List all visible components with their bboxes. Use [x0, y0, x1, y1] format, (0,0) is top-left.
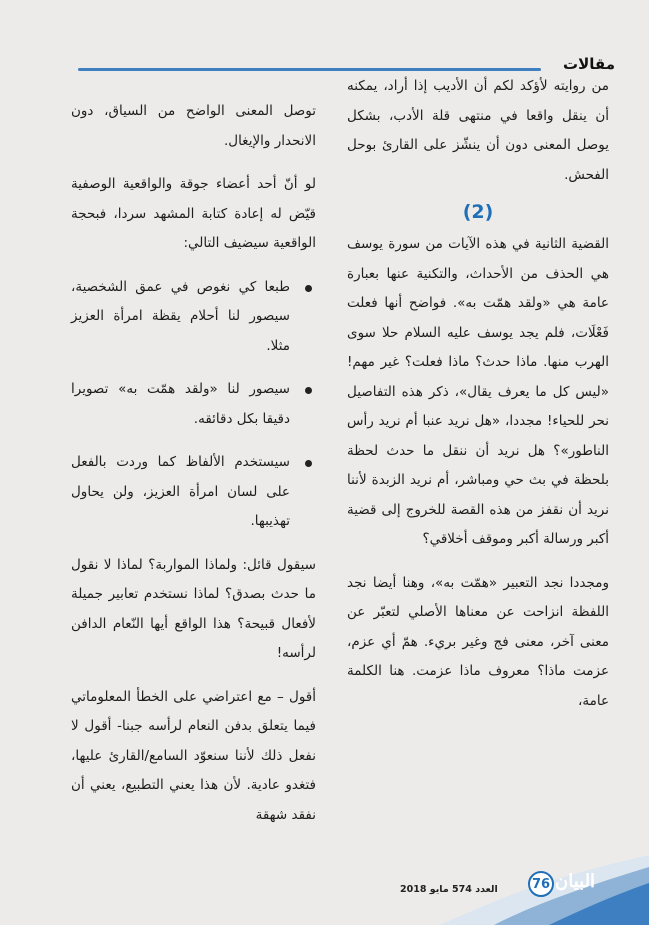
paragraph: القضية الثانية في هذه الآيات من سورة يوسف هي الحذف من الأحداث، والتكنية عنها بعبارة عامة هي «ولقد همّت به». فواضح أنها فعلت فَعْلَات، فلم يجد يوسف عليه السلام حلا سوى الهرب منها. ماذا حدث؟ ماذا فعلت؟ غير مهم! «ليس كل ما يعرف يقال»، ذكر هذه التفاصيل نحر للحياء! مجددا، «هل نريد عنبا أم نريد رأس الناطور»؟ هل نريد أن ننقل ما حدث لحظة بلحظة في بث حي ومباشر، أم نريد الزبدة لأننا نريد أن نقفز من هذه القصة للخروج إلى قضية أكبر ورسالة أكبر وموقف أخلاقي؟ — [347, 236, 609, 547]
paragraph: لو أنّ أحد أعضاء جوقة والواقعية الوصفية قيّض له إعادة كتابة المشهد سردا، فبحجة الواقعية سيضيف التالي: — [71, 176, 316, 251]
right-column — [347, 72, 609, 730]
bullet-icon — [305, 387, 312, 394]
paragraph: سيقول قائل: ولماذا المواربة؟ لماذا لا نقول ما حدث بصدق؟ لماذا نستخدم تعابير جميلة لأفعال قبيحة؟ هذا الواقع أيها النّعام الدافن لرأسه! — [71, 556, 316, 661]
magazine-logo: البيان — [555, 871, 596, 892]
bullet-item — [71, 375, 316, 434]
bullet-item — [71, 273, 316, 362]
bullet-text: سيصور لنا «ولقد همّت به» تصويرا دقيقا بكل دقائقه. — [71, 381, 290, 427]
header-rule — [78, 68, 541, 71]
paragraph: من روايته لأؤكد لكم أن الأديب إذا أراد، يمكنه أن ينقل واقعا في منتهى قلة الأدب، بشكل يوصل المعنى دون أن ينشّز على القارئ بوحل الفحش. — [347, 78, 609, 183]
paragraph: توصل المعنى الواضح من السياق، دون الانحدار والإيغال. — [71, 103, 316, 149]
bullet-text: طبعا كي نغوص في عمق الشخصية، سيصور لنا أحلام يقظة امرأة العزيز مثلا. — [71, 278, 290, 354]
paragraph: أقول – مع اعتراضي على الخطأ المعلوماتي فيما يتعلق بدفن النعام لرأسه جبنا- أقول لا نفعل ذلك لأننا سنعوّد السامع/القارئ عليها، فتغدو عادية. لأن هذا يعني التطبيع، يعني أن نفقد شهقة — [71, 688, 316, 823]
bullet-list — [71, 273, 316, 537]
bullet-icon — [305, 460, 312, 467]
issue-info: العدد 574 مايو 2018 — [400, 884, 498, 895]
paragraph: ومجددا نجد التعبير «همّت به»، وهنا أيضا نجد اللفظة انزاحت عن معناها الأصلي لتعبّر عن معنى آخر، معنى فج وغير بريء. همّ أي عزم، عزمت ماذا؟ معروف ماذا عزمت. هنا الكلمة عامة، — [347, 574, 609, 709]
section-title: مقالات — [563, 55, 615, 73]
section-number: (2) — [462, 201, 494, 223]
bullet-item — [71, 448, 316, 537]
bullet-text: سيستخدم الألفاظ كما وردت بالفعل على لسان امرأة العزيز، ولن يحاول تهذيبها. — [71, 454, 290, 529]
left-column — [71, 97, 316, 844]
bullet-icon — [305, 285, 312, 292]
page-number: 76 — [528, 871, 554, 897]
